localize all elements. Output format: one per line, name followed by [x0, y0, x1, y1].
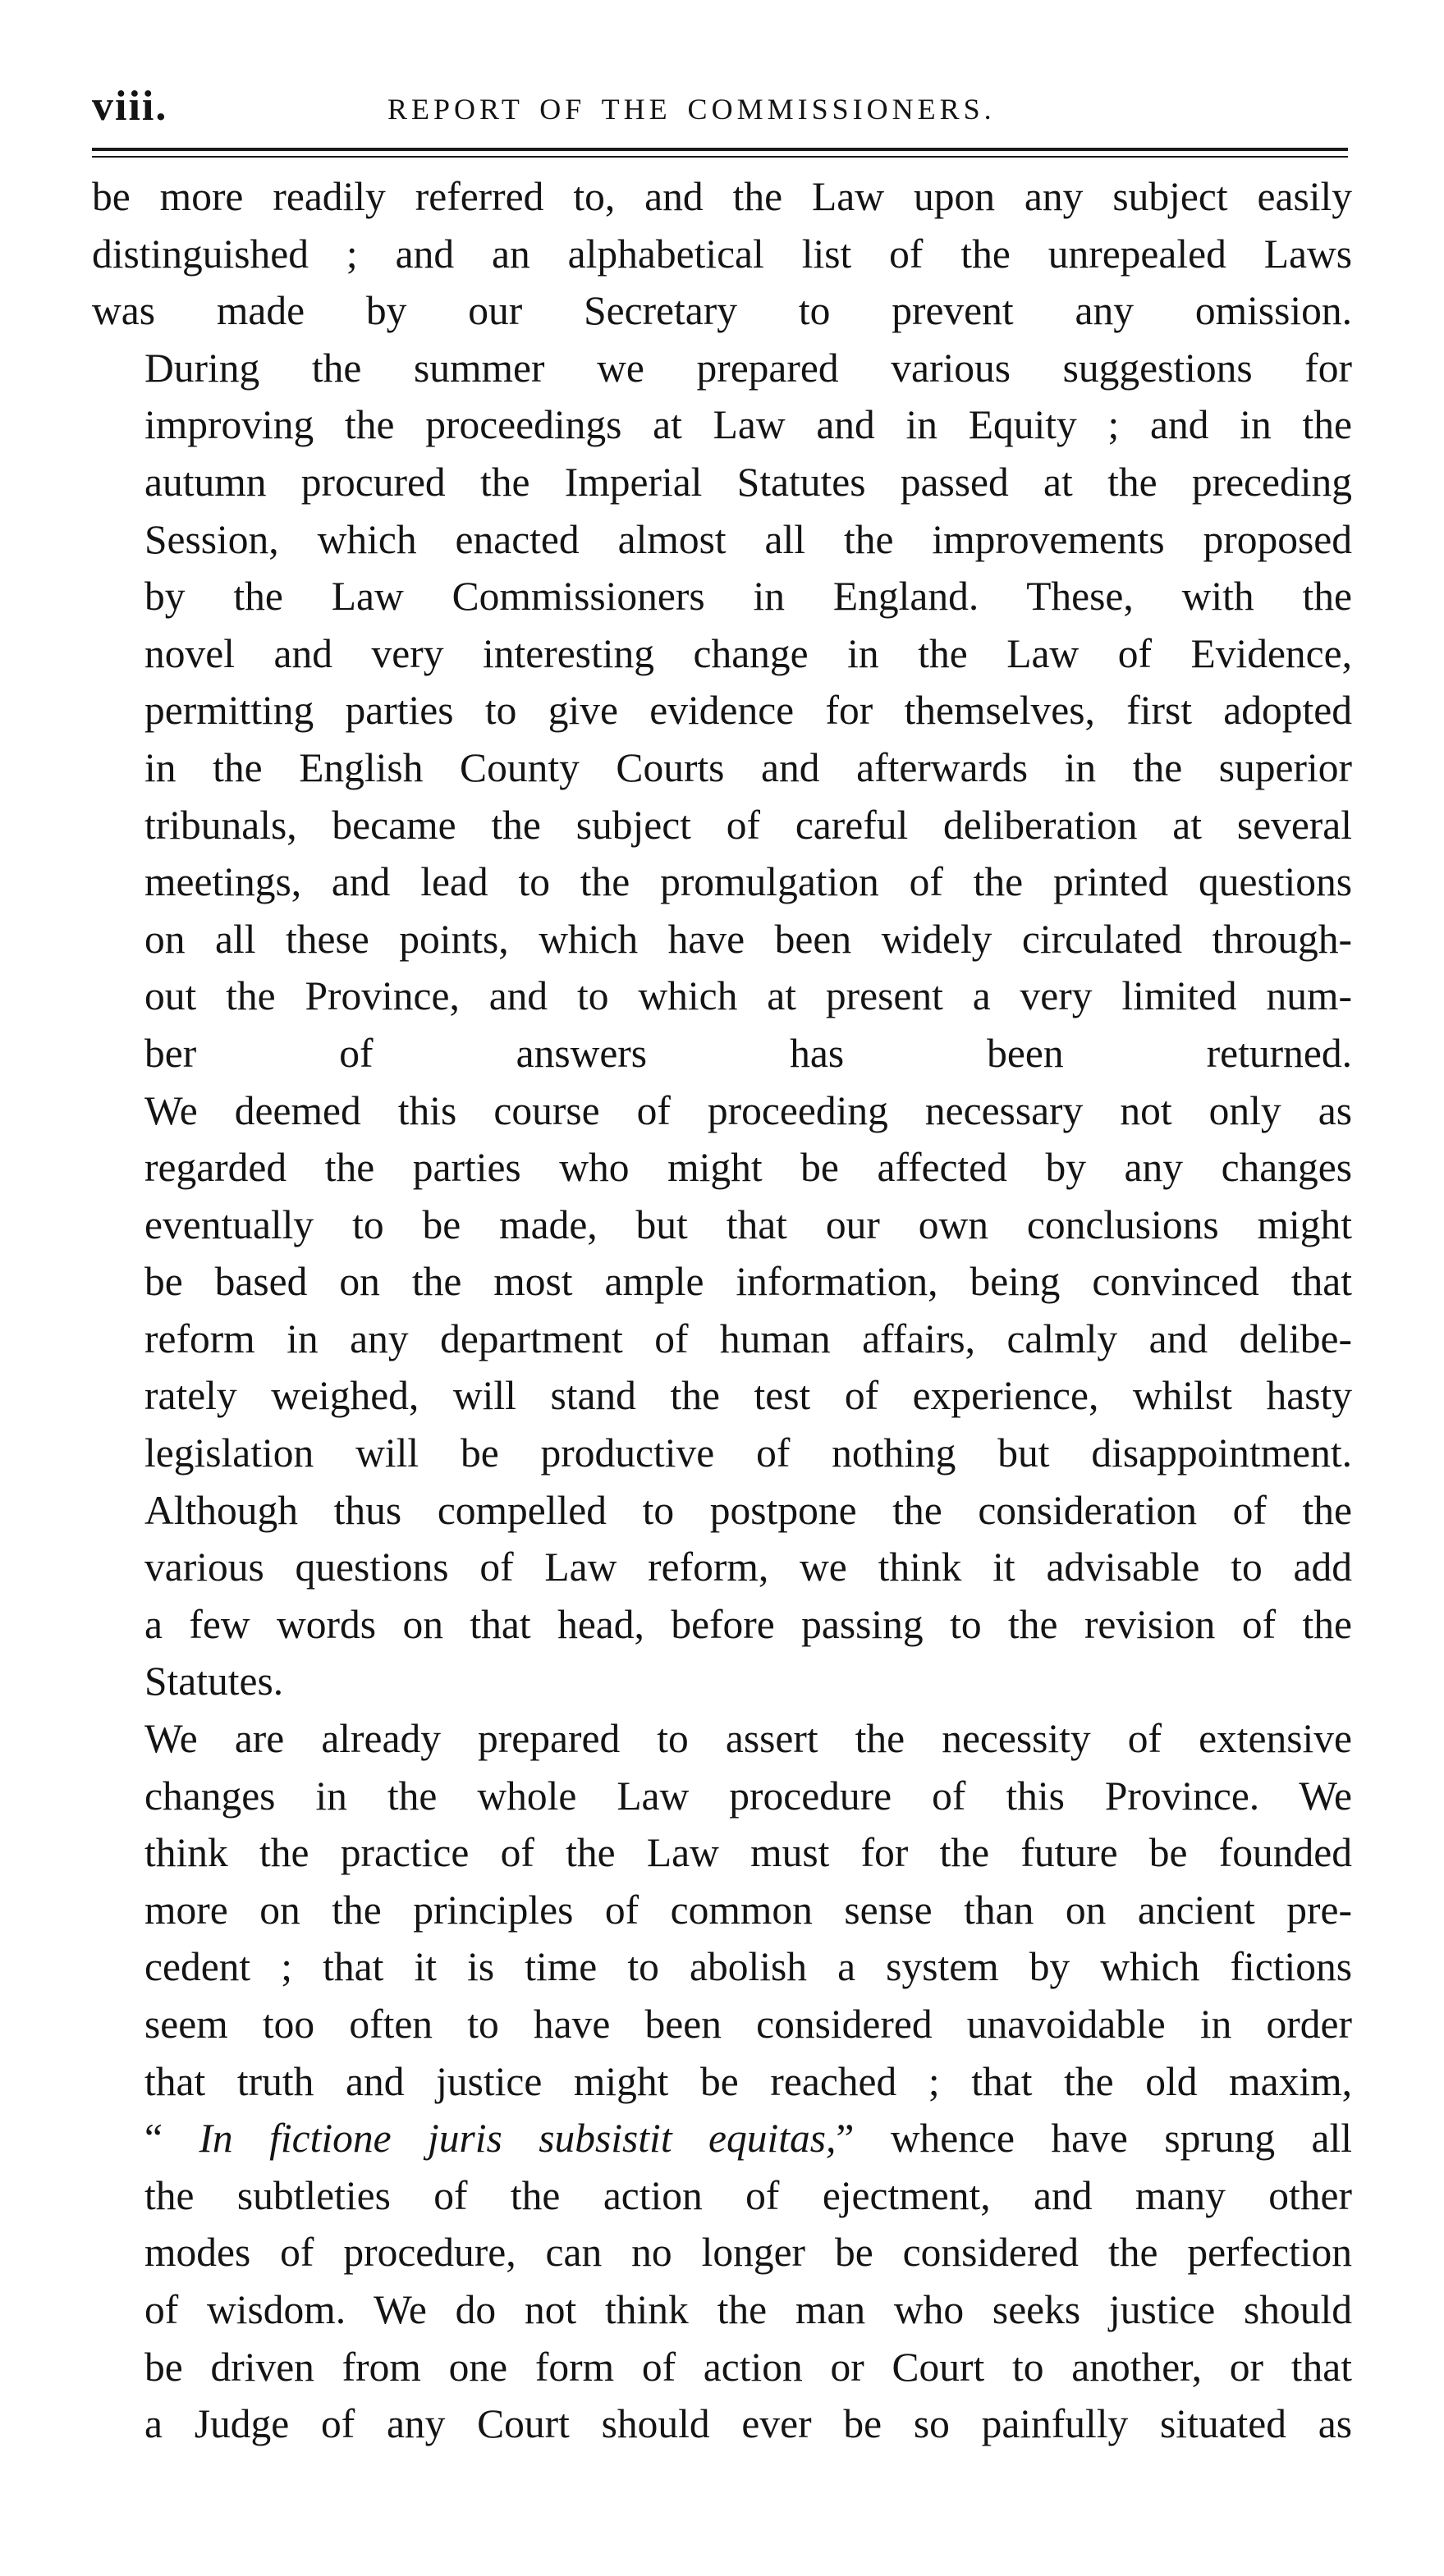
running-head: REPORT OF THE COMMISSIONERS.	[387, 93, 996, 126]
text-line: We are already prepared to assert the necessity of extensive	[144, 1716, 1352, 1762]
text-line: rately weighed, will stand the test of experience, whilst hasty	[144, 1373, 1352, 1419]
text-line: improving the proceedings at Law and in Equity ; and in the	[144, 402, 1352, 448]
text-line: more on the principles of common sense than on ancient pre-	[144, 1887, 1352, 1933]
text-line: ber of answers has been returned.	[144, 1030, 1352, 1076]
page-number: viii.	[92, 83, 168, 130]
paragraph-5	[92, 1710, 1352, 2453]
latin-maxim-line	[92, 2110, 1352, 2167]
text-line: Session, which enacted almost all the improvements proposed	[144, 516, 1352, 562]
text-line: that truth and justice might be reached ; that the old maxim,	[144, 2058, 1352, 2104]
text-line: be based on the most ample information, being convinced that	[144, 1259, 1352, 1305]
paragraph-1	[92, 168, 1352, 340]
text-line: eventually to be made, but that our own conclusions might	[144, 1201, 1352, 1247]
text-line: of wisdom. We do not think the man who seeks justice should	[144, 2286, 1352, 2332]
paragraph-4	[92, 1482, 1352, 1710]
text-line: Statutes.	[144, 1659, 284, 1704]
quote-close: ” whence have sprung all	[836, 2116, 1352, 2162]
text-line: novel and very interesting change in the Law of Evidence,	[144, 630, 1352, 676]
text-line: out the Province, and to which at present a very limited num-	[144, 973, 1352, 1019]
text-line: a Judge of any Court should ever be so painfully situated as	[144, 2401, 1352, 2447]
header-rule-thin	[92, 156, 1348, 158]
text-line: cedent ; that it is time to abolish a system by which fictions	[144, 1944, 1352, 1990]
text-line: tribunals, became the subject of careful deliberation at several	[144, 802, 1352, 848]
text-line: changes in the whole Law procedure of this Province. We	[144, 1773, 1352, 1819]
text-line: During the summer we prepared various suggestions for	[144, 345, 1352, 391]
text-line: seem too often to have been considered unavoidable in order	[144, 2002, 1352, 2047]
text-line: by the Law Commissioners in England. These, with the	[144, 574, 1352, 620]
text-line: be more readily referred to, and the Law upon any subject easily	[92, 174, 1352, 219]
page-header	[92, 82, 1348, 140]
text-line: modes of procedure, can no longer be considered the perfection	[144, 2230, 1352, 2276]
text-line: distinguished ; and an alphabetical list of the unrepealed Laws	[92, 231, 1352, 277]
text-line: legislation will be productive of nothing but disappointment.	[144, 1430, 1352, 1476]
text-line: on all these points, which have been widely circulated through-	[144, 916, 1352, 962]
text-line: was made by our Secretary to prevent any omission.	[92, 288, 1352, 334]
text-line: regarded the parties who might be affected by any changes	[144, 1145, 1352, 1191]
text-line: We deemed this course of proceeding necessary not only as	[144, 1087, 1352, 1133]
text-line: in the English County Courts and afterwards in the superior	[144, 744, 1352, 790]
text-line: think the practice of the Law must for the future be founded	[144, 1830, 1352, 1876]
latin-maxim: In fictione juris subsistit equitas,	[199, 2116, 837, 2162]
quote-open: “	[144, 2116, 199, 2162]
text-line: be driven from one form of action or Court to another, or that	[144, 2344, 1352, 2390]
header-rule-thick	[92, 148, 1348, 151]
text-line: the subtleties of the action of ejectment, and many other	[144, 2172, 1352, 2218]
text-line: reform in any department of human affairs, calmly and delibe-	[144, 1315, 1352, 1361]
paragraph-2	[92, 340, 1352, 1082]
body-text	[92, 168, 1352, 2453]
paragraph-3	[92, 1082, 1352, 1482]
text-line: autumn procured the Imperial Statutes passed at the preceding	[144, 459, 1352, 505]
text-line: various questions of Law reform, we think it advisable to add	[144, 1544, 1352, 1590]
text-line: Although thus compelled to postpone the consideration of the	[144, 1487, 1352, 1533]
text-line: meetings, and lead to the promulgation of the printed questions	[144, 859, 1352, 905]
text-line: permitting parties to give evidence for themselves, first adopted	[144, 688, 1352, 734]
text-line: a few words on that head, before passing to the revision of the	[144, 1601, 1352, 1647]
